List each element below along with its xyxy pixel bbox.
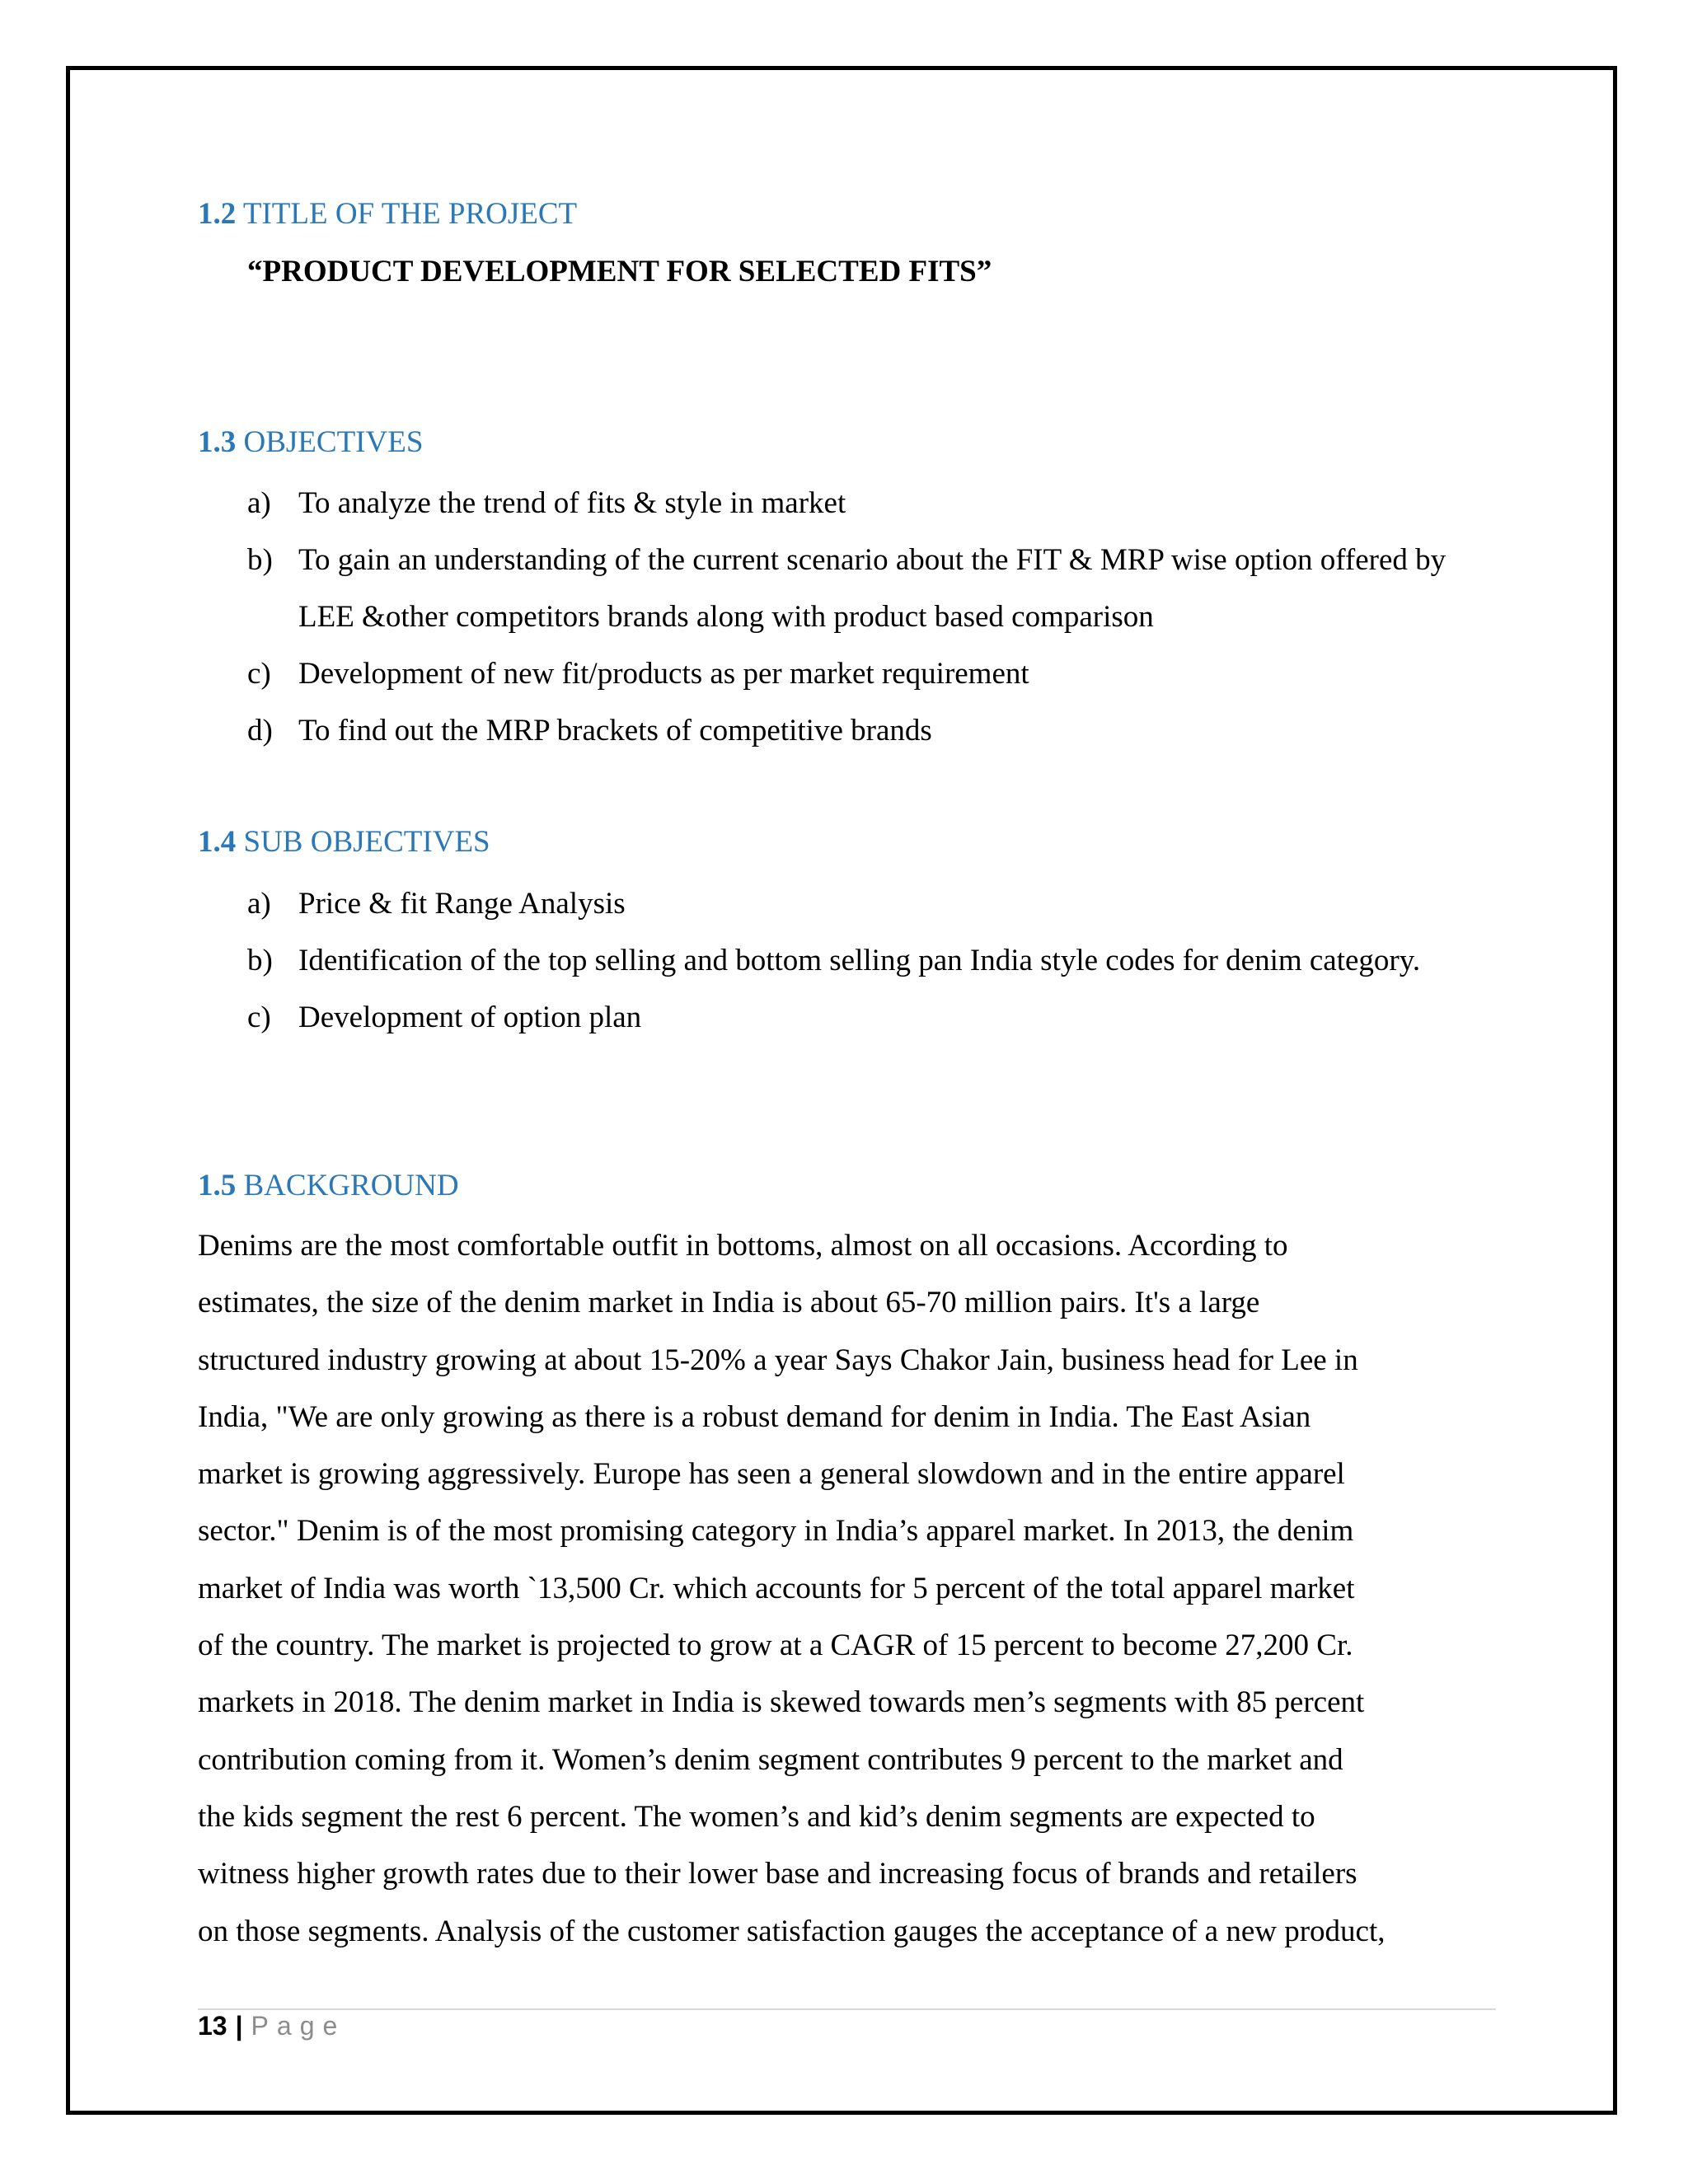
list-item-text: To analyze the trend of fits & style in market — [298, 486, 846, 520]
paragraph-line: estimates, the size of the denim market in India is about 65-70 million pairs. It's a large — [198, 1286, 1260, 1320]
list-item — [247, 532, 1485, 645]
footer-separator: | — [235, 2011, 243, 2041]
list-item — [247, 645, 1485, 702]
list-item-text: Development of option plan — [298, 1001, 642, 1034]
section-number: 1.2 — [198, 197, 237, 231]
list-item — [247, 702, 1485, 759]
paragraph-line: markets in 2018. The denim market in India is skewed towards men’s segments with 85 percent — [198, 1685, 1365, 1720]
list-marker: c) — [247, 657, 271, 691]
page-footer — [198, 2011, 345, 2041]
list-marker: a) — [247, 486, 271, 520]
list-item-text: Development of new fit/products as per market requirement — [298, 657, 1029, 691]
paragraph-line: witness higher growth rates due to their lower base and increasing focus of brands and retailers — [198, 1857, 1357, 1891]
list-item — [247, 475, 1485, 532]
paragraph-line: market is growing aggressively. Europe has seen a general slowdown and in the entire apparel — [198, 1457, 1345, 1492]
section-number: 1.3 — [198, 425, 237, 459]
sub-objectives-list — [247, 875, 1485, 1046]
paragraph-line: Denims are the most comfortable outfit in bottoms, almost on all occasions. According to — [198, 1229, 1288, 1263]
list-marker: c) — [247, 1001, 271, 1034]
section-heading-objectives — [198, 424, 423, 460]
list-item-text: To find out the MRP brackets of competitive brands — [298, 714, 932, 748]
section-heading-title — [198, 196, 577, 232]
footer-divider — [198, 2008, 1496, 2010]
section-heading-text: OBJECTIVES — [243, 425, 424, 459]
section-heading-text: TITLE OF THE PROJECT — [242, 197, 578, 231]
paragraph-line: sector." Denim is of the most promising category in India’s apparel market. In 2013, the denim — [198, 1514, 1354, 1549]
paragraph-line: market of India was worth `13,500 Cr. which accounts for 5 percent of the total apparel market — [198, 1571, 1355, 1605]
section-heading-sub-objectives — [198, 824, 490, 860]
list-item — [247, 989, 1485, 1046]
list-item — [247, 932, 1485, 989]
list-item-text: Identification of the top selling and bottom selling pan India style codes for denim category. — [298, 944, 1421, 977]
objectives-list — [247, 475, 1485, 759]
list-item-text: Price & fit Range Analysis — [298, 887, 626, 921]
page-label: Page — [251, 2011, 346, 2041]
paragraph-line: of the country. The market is projected to grow at a CAGR of 15 percent to become 27,200 Cr. — [198, 1629, 1353, 1663]
paragraph-line: contribution coming from it. Women’s denim segment contributes 9 percent to the market and — [198, 1742, 1343, 1777]
paragraph-line: India, "We are only growing as there is a robust demand for denim in India. The East Asian — [198, 1399, 1311, 1434]
list-marker: b) — [247, 944, 273, 977]
list-marker: d) — [247, 714, 273, 748]
section-heading-background — [198, 1168, 459, 1203]
list-item-text: To gain an understanding of the current scenario about the FIT & MRP wise option offered by LEE &other competitors brands along with product based comparison — [298, 543, 1447, 634]
paragraph-line: structured industry growing at about 15-20% a year Says Chakor Jain, business head for Lee in — [198, 1343, 1358, 1377]
section-heading-text: SUB OBJECTIVES — [243, 825, 490, 859]
paragraph-line: the kids segment the rest 6 percent. The women’s and kid’s denim segments are expected to — [198, 1799, 1315, 1834]
paragraph-line: on those segments. Analysis of the customer satisfaction gauges the acceptance of a new product, — [198, 1914, 1386, 1948]
section-number: 1.4 — [198, 825, 237, 859]
list-marker: b) — [247, 543, 273, 577]
page-number: 13 — [198, 2011, 227, 2041]
section-heading-text: BACKGROUND — [243, 1169, 459, 1202]
background-paragraph — [198, 1217, 1467, 1960]
section-number: 1.5 — [198, 1169, 237, 1202]
list-marker: a) — [247, 887, 271, 921]
project-title: “PRODUCT DEVELOPMENT FOR SELECTED FITS” — [247, 255, 992, 288]
list-item — [247, 875, 1485, 932]
